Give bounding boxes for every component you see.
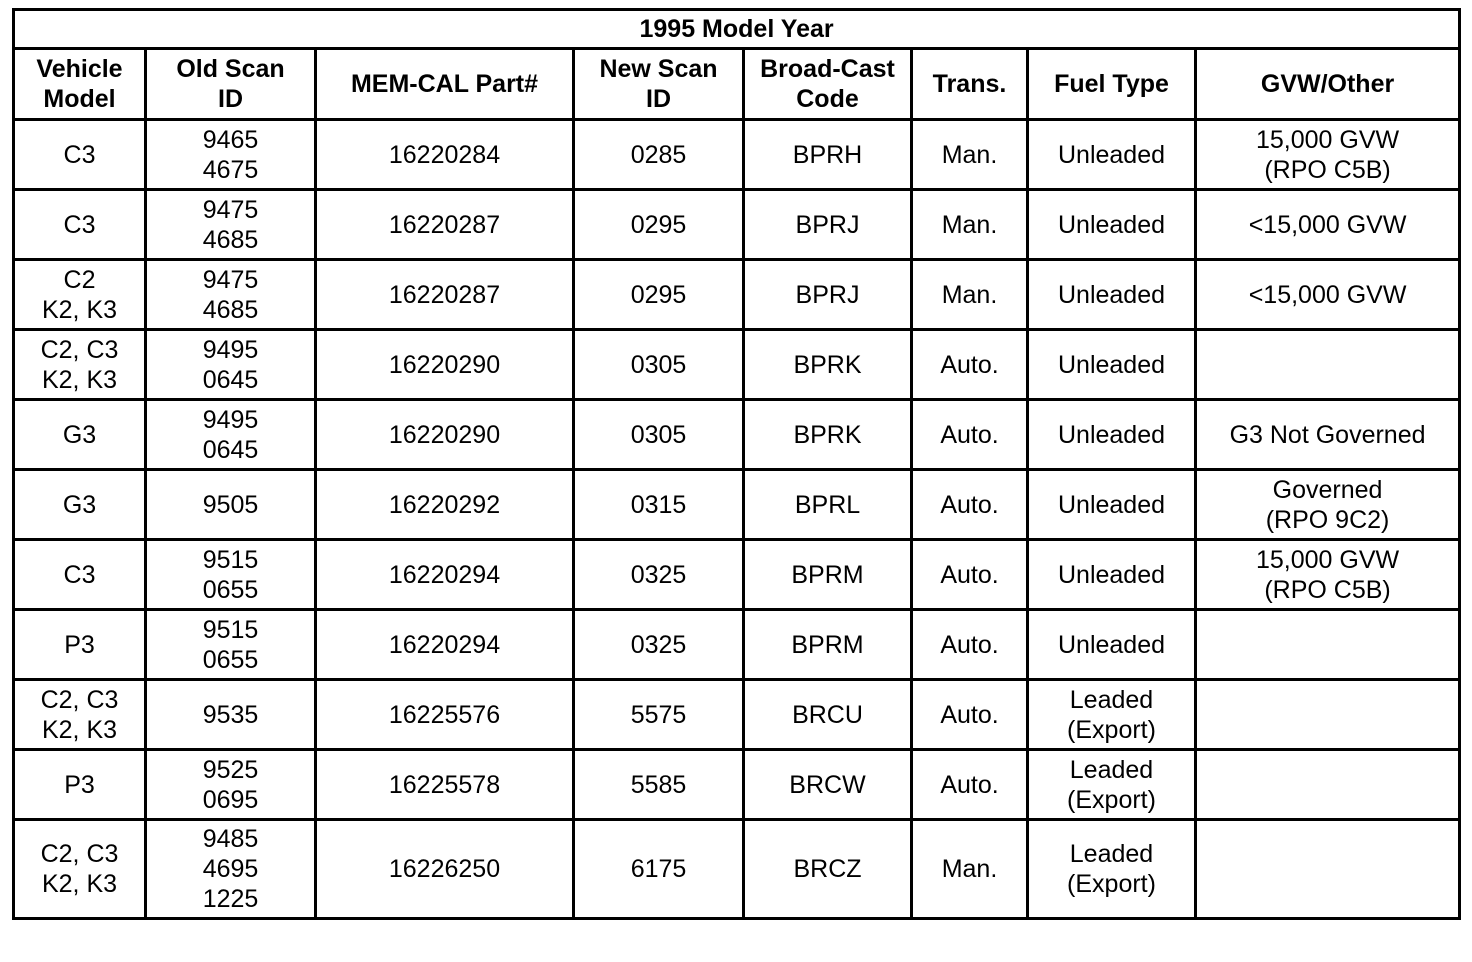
cell-vehicle-model xyxy=(14,470,146,540)
cell-text: BRCZ xyxy=(793,855,862,883)
cell-gvw-other xyxy=(1196,680,1460,750)
table-row xyxy=(14,750,1460,820)
cell-broadcast-code xyxy=(744,120,912,190)
cell-text: Auto. xyxy=(940,420,999,449)
table-body xyxy=(14,120,1460,919)
cell-trans xyxy=(912,610,1028,680)
header-text: MEM-CAL Part# xyxy=(350,70,539,98)
cell-text: K2, K3 xyxy=(41,870,118,898)
cell-mem-cal-part xyxy=(316,750,574,820)
cell-gvw-other xyxy=(1196,820,1460,919)
cell-text: (RPO C5B) xyxy=(1264,575,1391,604)
column-header-mem-cal-part xyxy=(316,49,574,120)
cell-mem-cal-part xyxy=(316,330,574,400)
cell-text: 0295 xyxy=(630,210,687,239)
cell-broadcast-code xyxy=(744,610,912,680)
cell-text: 0305 xyxy=(630,350,687,379)
cell-vehicle-model xyxy=(14,750,146,820)
cell-new-scan-id xyxy=(574,260,744,330)
cell-text: 16220284 xyxy=(388,140,501,169)
header-text: Code xyxy=(796,85,859,113)
cell-new-scan-id xyxy=(574,750,744,820)
cell-text: 9475 xyxy=(202,265,259,294)
cell-fuel-type xyxy=(1028,680,1196,750)
cell-fuel-type xyxy=(1028,400,1196,470)
cell-text: 1225 xyxy=(202,885,259,913)
cell-new-scan-id xyxy=(574,190,744,260)
cell-text: Auto. xyxy=(940,770,999,799)
cell-old-scan-id xyxy=(146,750,316,820)
cell-fuel-type xyxy=(1028,540,1196,610)
table-row xyxy=(14,820,1460,919)
cell-text: 6175 xyxy=(630,855,687,883)
cell-text: (RPO C5B) xyxy=(1264,155,1391,184)
cell-text: G3 Not Governed xyxy=(1229,420,1426,449)
cell-new-scan-id xyxy=(574,610,744,680)
table-row xyxy=(14,610,1460,680)
cell-text: C3 xyxy=(63,210,96,239)
cell-mem-cal-part xyxy=(316,540,574,610)
cell-mem-cal-part xyxy=(316,470,574,540)
cell-vehicle-model xyxy=(14,330,146,400)
cell-text: C2, C3 xyxy=(40,335,119,364)
calibration-table xyxy=(12,8,1461,920)
cell-text: 0655 xyxy=(202,575,259,604)
cell-old-scan-id xyxy=(146,820,316,919)
cell-trans xyxy=(912,120,1028,190)
cell-text: BRCU xyxy=(792,700,863,729)
header-text: New Scan xyxy=(599,55,718,83)
cell-text: Man. xyxy=(941,140,998,169)
cell-text: 16220290 xyxy=(388,350,501,379)
cell-text: Unleaded xyxy=(1057,420,1166,449)
cell-broadcast-code xyxy=(744,750,912,820)
cell-text: 0325 xyxy=(630,630,687,659)
table-row xyxy=(14,260,1460,330)
table-row xyxy=(14,330,1460,400)
cell-new-scan-id xyxy=(574,680,744,750)
cell-fuel-type xyxy=(1028,820,1196,919)
cell-old-scan-id xyxy=(146,330,316,400)
cell-mem-cal-part xyxy=(316,680,574,750)
cell-text: G3 xyxy=(62,490,97,519)
cell-old-scan-id xyxy=(146,120,316,190)
cell-text: K2, K3 xyxy=(41,295,118,324)
table-row xyxy=(14,190,1460,260)
cell-text: Auto. xyxy=(940,350,999,379)
cell-text: Auto. xyxy=(940,560,999,589)
cell-text: 9515 xyxy=(202,615,259,644)
cell-text: 16220290 xyxy=(388,420,501,449)
cell-text: G3 xyxy=(62,420,97,449)
header-text: Model xyxy=(43,85,116,113)
column-header-fuel-type xyxy=(1028,49,1196,120)
cell-text: <15,000 GVW xyxy=(1248,210,1407,239)
cell-text: (Export) xyxy=(1067,870,1156,898)
cell-text: (Export) xyxy=(1067,785,1156,814)
cell-text: 5575 xyxy=(630,700,687,729)
cell-broadcast-code xyxy=(744,680,912,750)
header-text: ID xyxy=(218,85,243,113)
column-header-old-scan-id xyxy=(146,49,316,120)
cell-text: K2, K3 xyxy=(41,715,118,744)
cell-fuel-type xyxy=(1028,470,1196,540)
cell-text: P3 xyxy=(64,770,95,799)
cell-text: Auto. xyxy=(940,490,999,519)
cell-text: Leaded xyxy=(1069,840,1154,868)
header-text: Broad-Cast xyxy=(760,55,895,83)
column-header-trans xyxy=(912,49,1028,120)
header-row xyxy=(14,49,1460,120)
cell-text: 16226250 xyxy=(388,855,501,883)
cell-text: 16225576 xyxy=(388,700,501,729)
cell-text: 9515 xyxy=(202,545,259,574)
cell-text: 9485 xyxy=(202,825,259,853)
header-text: Fuel Type xyxy=(1054,70,1169,98)
cell-new-scan-id xyxy=(574,120,744,190)
cell-gvw-other xyxy=(1196,750,1460,820)
cell-text: BPRJ xyxy=(795,280,860,309)
cell-text: 16225578 xyxy=(388,770,501,799)
cell-text: BPRK xyxy=(793,420,862,449)
cell-text: 0295 xyxy=(630,280,687,309)
cell-text: 16220292 xyxy=(388,490,501,519)
cell-trans xyxy=(912,330,1028,400)
cell-trans xyxy=(912,470,1028,540)
cell-text: 16220294 xyxy=(388,560,501,589)
cell-text: C2, C3 xyxy=(40,840,119,868)
cell-text: Unleaded xyxy=(1057,350,1166,379)
cell-vehicle-model xyxy=(14,120,146,190)
cell-broadcast-code xyxy=(744,400,912,470)
cell-text: Auto. xyxy=(940,700,999,729)
cell-mem-cal-part xyxy=(316,120,574,190)
table-row xyxy=(14,120,1460,190)
cell-fuel-type xyxy=(1028,750,1196,820)
cell-text: 9535 xyxy=(202,700,259,729)
cell-text: Man. xyxy=(941,280,998,309)
cell-text: 0285 xyxy=(630,140,687,169)
cell-mem-cal-part xyxy=(316,190,574,260)
cell-fuel-type xyxy=(1028,120,1196,190)
cell-text: 9495 xyxy=(202,335,259,364)
cell-old-scan-id xyxy=(146,260,316,330)
cell-text: BPRH xyxy=(792,140,863,169)
cell-text: Governed xyxy=(1272,475,1383,504)
cell-broadcast-code xyxy=(744,470,912,540)
cell-text: BPRK xyxy=(793,350,862,379)
cell-gvw-other xyxy=(1196,260,1460,330)
cell-text: 9475 xyxy=(202,195,259,224)
cell-old-scan-id xyxy=(146,400,316,470)
cell-text: K2, K3 xyxy=(41,365,118,394)
table-row xyxy=(14,400,1460,470)
cell-text: C2 xyxy=(63,265,96,294)
cell-text: 4685 xyxy=(202,225,259,254)
cell-text: 9495 xyxy=(202,405,259,434)
cell-text: (RPO 9C2) xyxy=(1265,505,1390,534)
cell-new-scan-id xyxy=(574,820,744,919)
cell-text: Unleaded xyxy=(1057,210,1166,239)
cell-gvw-other xyxy=(1196,120,1460,190)
cell-fuel-type xyxy=(1028,330,1196,400)
cell-trans xyxy=(912,750,1028,820)
cell-text: 9525 xyxy=(202,755,259,784)
cell-text: 16220294 xyxy=(388,630,501,659)
cell-text: 0695 xyxy=(202,785,259,814)
cell-text: 0325 xyxy=(630,560,687,589)
cell-new-scan-id xyxy=(574,540,744,610)
cell-mem-cal-part xyxy=(316,260,574,330)
header-text: Old Scan xyxy=(176,55,285,83)
table-title: 1995 Model Year xyxy=(14,10,1460,49)
cell-text: 0305 xyxy=(630,420,687,449)
cell-text: Unleaded xyxy=(1057,490,1166,519)
cell-broadcast-code xyxy=(744,540,912,610)
cell-text: Man. xyxy=(941,210,998,239)
cell-trans xyxy=(912,260,1028,330)
cell-text: Auto. xyxy=(940,630,999,659)
cell-vehicle-model xyxy=(14,190,146,260)
cell-new-scan-id xyxy=(574,470,744,540)
cell-text: P3 xyxy=(64,630,95,659)
cell-old-scan-id xyxy=(146,610,316,680)
cell-broadcast-code xyxy=(744,260,912,330)
cell-text: 0655 xyxy=(202,645,259,674)
cell-text: BPRM xyxy=(791,560,864,589)
cell-new-scan-id xyxy=(574,400,744,470)
column-header-gvw-other xyxy=(1196,49,1460,120)
cell-trans xyxy=(912,190,1028,260)
cell-gvw-other xyxy=(1196,610,1460,680)
cell-text: 15,000 GVW xyxy=(1255,125,1400,154)
cell-text: 15,000 GVW xyxy=(1255,545,1400,574)
cell-broadcast-code xyxy=(744,330,912,400)
column-header-new-scan-id xyxy=(574,49,744,120)
cell-text: (Export) xyxy=(1067,715,1156,744)
cell-old-scan-id xyxy=(146,190,316,260)
spec-table-container xyxy=(12,8,1458,920)
cell-fuel-type xyxy=(1028,260,1196,330)
cell-text: 0645 xyxy=(202,365,259,394)
header-text: GVW/Other xyxy=(1260,70,1395,98)
cell-text: 4695 xyxy=(202,855,259,883)
column-header-broadcast-code xyxy=(744,49,912,120)
cell-text: Man. xyxy=(941,855,998,883)
header-text: Trans. xyxy=(932,70,1007,98)
cell-text: C3 xyxy=(63,560,96,589)
cell-text: C2, C3 xyxy=(40,685,119,714)
cell-text: 0315 xyxy=(630,490,687,519)
cell-broadcast-code xyxy=(744,820,912,919)
cell-trans xyxy=(912,540,1028,610)
cell-vehicle-model xyxy=(14,610,146,680)
cell-text: Leaded xyxy=(1069,755,1154,784)
cell-text: 16220287 xyxy=(388,210,501,239)
cell-text: 9505 xyxy=(202,490,259,519)
cell-vehicle-model xyxy=(14,680,146,750)
cell-mem-cal-part xyxy=(316,820,574,919)
cell-trans xyxy=(912,820,1028,919)
cell-vehicle-model xyxy=(14,260,146,330)
cell-text: 0645 xyxy=(202,435,259,464)
cell-trans xyxy=(912,400,1028,470)
cell-text: 16220287 xyxy=(388,280,501,309)
cell-text: Unleaded xyxy=(1057,560,1166,589)
cell-text: <15,000 GVW xyxy=(1248,280,1407,309)
cell-text: Unleaded xyxy=(1057,140,1166,169)
cell-text: Unleaded xyxy=(1057,630,1166,659)
cell-gvw-other xyxy=(1196,540,1460,610)
cell-trans xyxy=(912,680,1028,750)
cell-text: 4685 xyxy=(202,295,259,324)
cell-gvw-other xyxy=(1196,470,1460,540)
cell-old-scan-id xyxy=(146,680,316,750)
cell-text: 9465 xyxy=(202,125,259,154)
column-header-vehicle-model xyxy=(14,49,146,120)
cell-text: Leaded xyxy=(1069,685,1154,714)
cell-new-scan-id xyxy=(574,330,744,400)
cell-text: 4675 xyxy=(202,155,259,184)
cell-vehicle-model xyxy=(14,400,146,470)
cell-fuel-type xyxy=(1028,190,1196,260)
cell-fuel-type xyxy=(1028,610,1196,680)
header-text: Vehicle xyxy=(36,55,123,83)
header-text: ID xyxy=(646,85,671,113)
cell-text: BRCW xyxy=(789,770,866,799)
cell-text: BPRJ xyxy=(795,210,860,239)
cell-broadcast-code xyxy=(744,190,912,260)
cell-text: Unleaded xyxy=(1057,280,1166,309)
table-row xyxy=(14,680,1460,750)
cell-gvw-other xyxy=(1196,190,1460,260)
cell-mem-cal-part xyxy=(316,400,574,470)
cell-gvw-other xyxy=(1196,330,1460,400)
cell-old-scan-id xyxy=(146,470,316,540)
cell-text: BPRL xyxy=(794,490,861,519)
cell-text: C3 xyxy=(63,140,96,169)
table-row xyxy=(14,540,1460,610)
cell-vehicle-model xyxy=(14,820,146,919)
cell-mem-cal-part xyxy=(316,610,574,680)
table-row xyxy=(14,470,1460,540)
cell-text: BPRM xyxy=(791,630,864,659)
cell-old-scan-id xyxy=(146,540,316,610)
cell-vehicle-model xyxy=(14,540,146,610)
cell-gvw-other xyxy=(1196,400,1460,470)
cell-text: 5585 xyxy=(630,770,687,799)
